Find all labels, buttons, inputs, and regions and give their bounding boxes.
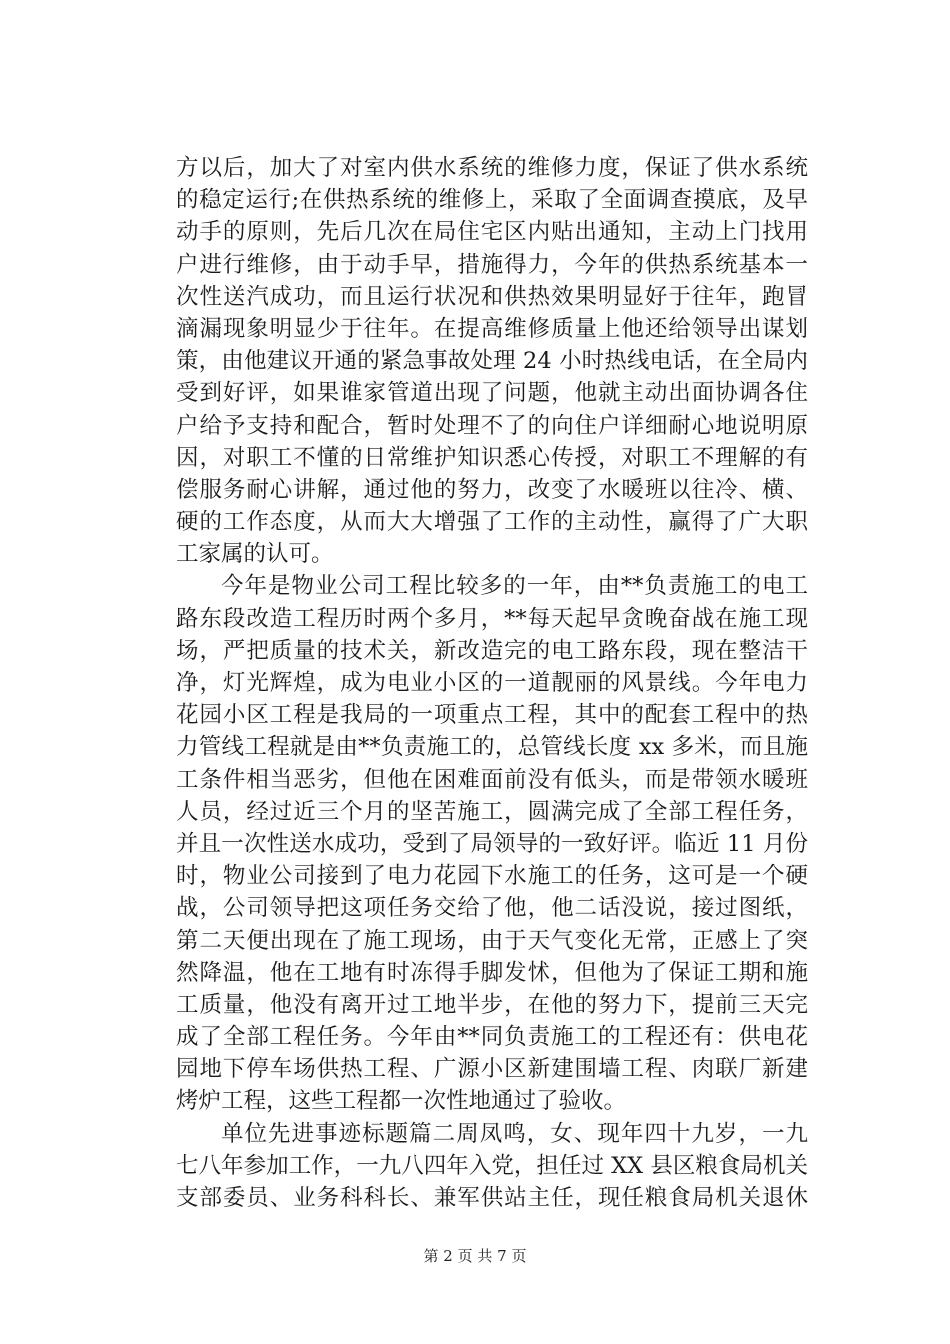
text-line: 策，由他建议开通的紧急事故处理 24 小时热线电话，在全局内 xyxy=(176,348,808,375)
text-line: 方以后，加大了对室内供水系统的维修力度，保证了供水系统 xyxy=(176,155,808,181)
text-line: 工家属的认可。 xyxy=(176,541,334,568)
text-line: 受到好评，如果谁家管道出现了问题，他就主动出面协调各住 xyxy=(176,380,808,407)
text-line: 工质量，他没有离开过工地半步，在他的努力下，提前三天完 xyxy=(176,991,808,1018)
text-line: 时，物业公司接到了电力花园下水施工的任务，这可是一个硬 xyxy=(176,863,808,890)
text-line: 成了全部工程任务。今年由**同负责施工的工程还有：供电花 xyxy=(176,1024,808,1051)
text-line: 场，严把质量的技术关，新改造完的电工路东段，现在整洁干 xyxy=(176,637,808,664)
text-line: 动手的原则，先后几次在局住宅区内贴出通知，主动上门找用 xyxy=(176,219,808,246)
text-line: 次性送汽成功，而且运行状况和供热效果明显好于往年，跑冒 xyxy=(176,283,808,310)
text-line: 滴漏现象明显少于往年。在提高维修质量上他还给领导出谋划 xyxy=(176,315,808,342)
text-line: 然降温，他在工地有时冻得手脚发怵，但他为了保证工期和施 xyxy=(176,959,808,986)
text-line: 花园小区工程是我局的一项重点工程，其中的配套工程中的热 xyxy=(176,702,808,729)
paragraph-first-line: 今年是物业公司工程比较多的一年，由**负责施工的电工 xyxy=(221,573,808,600)
text-line: 户进行维修，由于动手早，措施得力，今年的供热系统基本一 xyxy=(176,251,808,278)
document-body xyxy=(176,152,808,1214)
text-line: 工条件相当恶劣，但他在困难面前没有低头，而是带领水暖班 xyxy=(176,766,808,793)
text-line: 烤炉工程，这些工程都一次性地通过了验收。 xyxy=(176,1088,627,1115)
text-line: 户给予支持和配合，暂时处理不了的向住户详细耐心地说明原 xyxy=(176,412,808,439)
text-line: 并且一次性送水成功，受到了局领导的一致好评。临近 11 月份 xyxy=(176,830,808,857)
text-line: 战，公司领导把这项任务交给了他，他二话没说，接过图纸， xyxy=(176,895,808,922)
text-line: 净，灯光辉煌，成为电业小区的一道靓丽的风景线。今年电力 xyxy=(176,670,808,696)
page-number-footer: 第 2 页 共 7 页 xyxy=(423,1247,527,1265)
text-line: 园地下停车场供热工程、广源小区新建围墙工程、肉联厂新建 xyxy=(176,1056,808,1083)
text-line: 力管线工程就是由**负责施工的，总管线长度 xx 多米，而且施 xyxy=(176,734,808,761)
text-line: 的稳定运行;在供热系统的维修上，采取了全面调查摸底，及早 xyxy=(176,187,808,214)
text-line: 第二天便出现在了施工现场，由于天气变化无常，正感上了突 xyxy=(176,927,808,954)
text-line: 因，对职工不懂的日常维护知识悉心传授，对职工不理解的有 xyxy=(176,444,808,471)
text-line: 支部委员、业务科科长、兼军供站主任，现任粮食局机关退休 xyxy=(176,1185,808,1211)
text-line: 路东段改造工程历时两个多月，**每天起早贪晚奋战在施工现 xyxy=(176,605,808,632)
text-line: 七八年参加工作，一九八四年入党，担任过 XX 县区粮食局机关 xyxy=(176,1152,808,1179)
text-line: 人员，经过近三个月的坚苦施工，圆满完成了全部工程任务， xyxy=(176,798,808,825)
paragraph-first-line: 单位先进事迹标题篇二周凤鸣，女、现年四十九岁，一九 xyxy=(221,1120,808,1147)
text-line: 硬的工作态度，从而大大增强了工作的主动性，赢得了广大职 xyxy=(176,509,808,536)
text-line: 偿服务耐心讲解，通过他的努力，改变了水暖班以往冷、横、 xyxy=(176,476,808,503)
